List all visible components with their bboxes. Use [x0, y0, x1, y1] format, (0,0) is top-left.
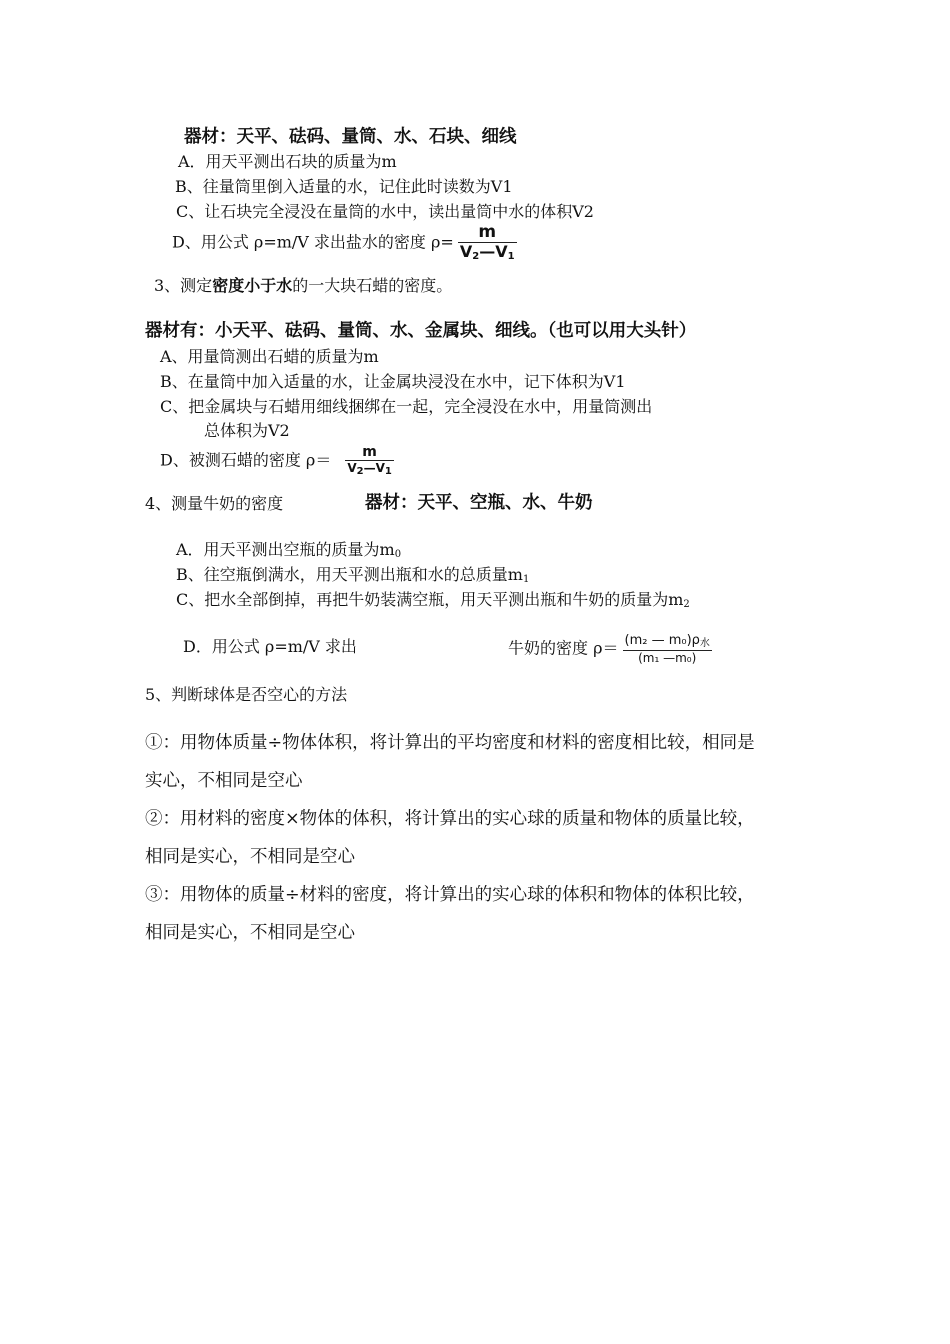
- s5-method-3-cont: 相同是实心，不相同是空心: [145, 923, 355, 943]
- s4-step-b: B、往空瓶倒满水，用天平测出瓶和水的总质量$m_1$: [176, 565, 530, 585]
- s3-step-c-cont: 总体积为V2: [204, 421, 290, 440]
- s2-materials: 器材：天平、砝码、量筒、水、石块、细线: [184, 127, 517, 147]
- s3-step-d: [160, 445, 394, 477]
- s4-step-c: C、把水全部倒掉，再把牛奶装满空瓶，用天平测出瓶和牛奶的质量为$m_2$: [176, 590, 690, 610]
- s5-title: 5、判断球体是否空心的方法: [145, 685, 348, 704]
- formula-numerator: m: [345, 445, 394, 461]
- s4-step-d: D．用公式 ρ=m/V 求出: [183, 637, 357, 656]
- s3-step-c: C、把金属块与石蜡用细线捆绑在一起，完全浸没在水中，用量筒测出: [160, 397, 653, 416]
- s3-step-d-text: D、被测石蜡的密度 ρ＝: [160, 450, 332, 470]
- s5-method-1: ①：用物体质量÷物体体积，将计算出的平均密度和材料的密度相比较，相同是: [145, 733, 755, 753]
- formula-numerator: (m₂ — $m_0)\rho_水$: [624, 633, 710, 649]
- s2-step-b: B、往量筒里倒入适量的水，记住此时读数为V1: [175, 177, 513, 196]
- s4-density-formula: [623, 634, 712, 664]
- formula-denominator: $V_2—V_1$: [347, 461, 392, 477]
- s2-density-formula: [458, 224, 517, 262]
- s2-step-a: A．用天平测出石块的质量为m: [178, 152, 397, 171]
- s4-result-label: 牛奶的密度 ρ＝: [508, 638, 619, 658]
- formula-numerator: m: [458, 224, 517, 243]
- s4-title: 4、测量牛奶的密度: [145, 494, 284, 513]
- s2-step-d: [172, 224, 517, 262]
- s3-title: 3、测定密度小于水的一大块石蜡的密度。: [154, 276, 453, 295]
- formula-denominator: $V_2—V_1$: [459, 242, 515, 262]
- s4-step-a: A．用天平测出空瓶的质量为$m_0$: [176, 540, 402, 560]
- s5-method-2-cont: 相同是实心，不相同是空心: [145, 847, 355, 867]
- s2-step-d-text: D、用公式 ρ=m/V 求出盐水的密度 ρ=: [172, 232, 454, 252]
- s5-method-1-cont: 实心，不相同是空心: [145, 771, 303, 791]
- s3-step-a: A、用量筒测出石蜡的质量为m: [160, 347, 379, 366]
- s3-step-b: B、在量筒中加入适量的水，让金属块浸没在水中，记下体积为V1: [160, 372, 626, 391]
- s5-method-2: ②：用材料的密度×物体的体积，将计算出的实心球的质量和物体的质量比较，: [145, 809, 755, 829]
- s5-method-3: ③：用物体的质量÷材料的密度，将计算出的实心球的体积和物体的体积比较，: [145, 885, 755, 905]
- s3-materials: 器材有：小天平、砝码、量筒、水、金属块、细线。（也可以用大头针）: [145, 321, 697, 341]
- s4-materials: 器材：天平、空瓶、水、牛奶: [365, 493, 593, 513]
- s3-title-emphasis: 密度小于水: [212, 276, 293, 295]
- formula-denominator: (m₁ —m₀): [638, 651, 697, 665]
- s4-result: [508, 634, 712, 664]
- s3-density-formula: [345, 445, 394, 477]
- s2-step-c: C、让石块完全浸没在量筒的水中，读出量筒中水的体积V2: [176, 202, 594, 221]
